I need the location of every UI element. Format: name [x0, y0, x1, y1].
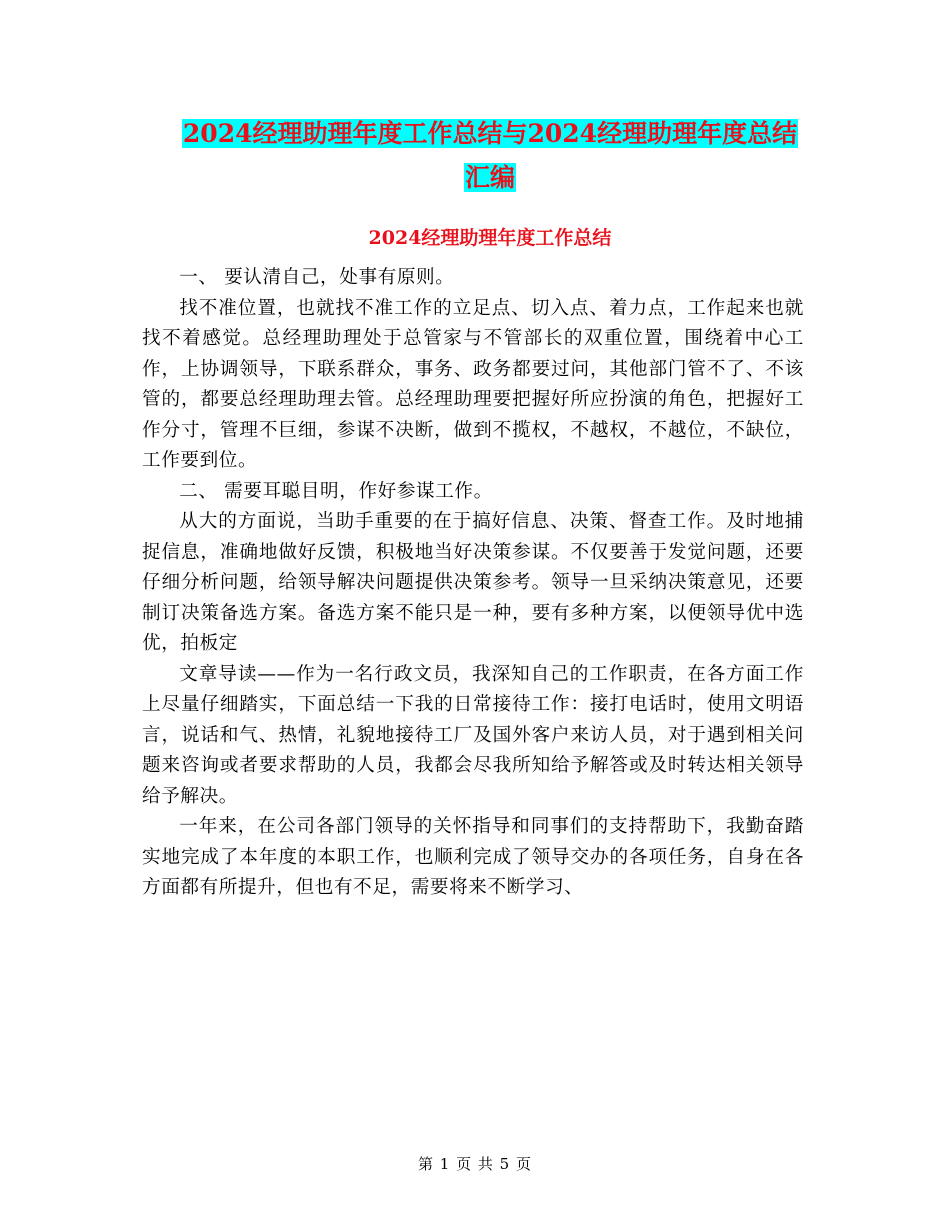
document-body [142, 263, 804, 904]
paragraph: 从大的方面说，当助手重要的在于搞好信息、决策、督查工作。及时地捕捉信息，准确地做好反馈，积极地当好决策参谋。不仅要善于发觉问题，还要仔细分析问题，给领导解决问题提供决策参考。领导一旦采纳决策意见，还要制订决策备选方案。备选方案不能只是一种，要有多种方案，以便领导优中选优，拍板定 [142, 511, 804, 654]
paragraph-heading-1: 一、 要认清自己，处事有原则。 [179, 267, 455, 288]
paragraph-heading-2: 二、 需要耳聪目明，作好参谋工作。 [179, 480, 493, 502]
paragraph: 文章导读——作为一名行政文员，我深知自己的工作职责，在各方面工作上尽量仔细踏实，下面总结一下我的日常接待工作：接打电话时，使用文明语言，说话和气、热情，礼貌地接待工厂及国外客户来访人员，对于遇到相关问题来咨询或者要求帮助的人员，我都会尽我所知给予解答或及时转达相关领导给予解决。 [142, 663, 804, 807]
paragraph: 一年来，在公司各部门领导的关怀指导和同事们的支持帮助下，我勤奋踏实地完成了本年度的本职工作，也顺利完成了领导交办的各项任务，自身在各方面都有所提升，但也有不足，需要将来不断学习、 [142, 816, 804, 898]
document-title-line1: 2024经理助理年度工作总结与2024经理助理年度总结 [182, 119, 798, 148]
document-title [140, 112, 840, 200]
paragraph: 找不准位置，也就找不准工作的立足点、切入点、着力点，工作起来也就找不着感觉。总经理助理处于总管家与不管部长的双重位置，围绕着中心工作，上协调领导，下联系群众，事务、政务都要过问，其他部门管不了、不该管的，都要总经理助理去管。总经理助理要把握好所应扮演的角色，把握好工作分寸，管理不巨细，参谋不决断，做到不揽权，不越权，不越位，不缺位，工作要到位。 [142, 297, 804, 471]
document-title-line2: 汇编 [464, 163, 515, 192]
page-footer: 第 1 页 共 5 页 [418, 1155, 532, 1173]
section-title: 2024经理助理年度工作总结 [368, 227, 612, 249]
